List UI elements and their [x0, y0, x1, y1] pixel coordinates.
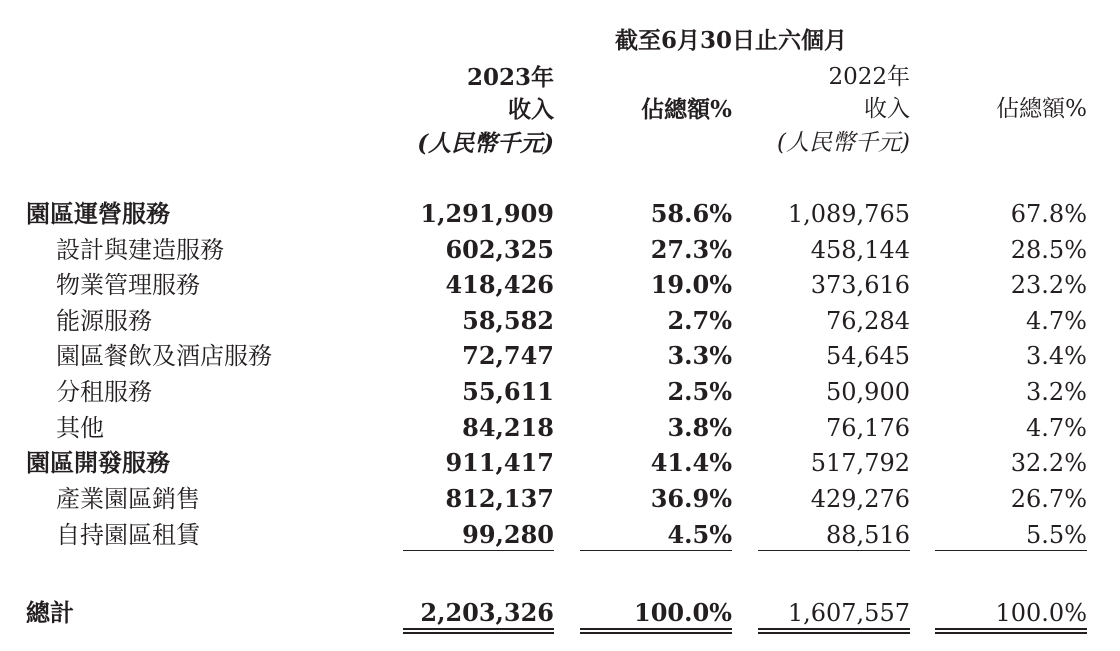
row-value-2023: 911,417 — [445, 448, 554, 477]
row-share-2022: 4.7% — [1026, 414, 1087, 442]
row-value-2022: 458,144 — [810, 236, 910, 264]
row-label: 能源服務 — [56, 307, 152, 335]
total-double-rule-2022 — [758, 628, 910, 634]
row-share-2023: 2.7% — [667, 306, 732, 335]
row-value-2022: 373,616 — [810, 271, 910, 299]
subtotal-rule-share-2023 — [580, 550, 732, 551]
year-2023-header: 2023年 — [466, 64, 554, 91]
share-2022-header: 佔總額% — [996, 96, 1087, 122]
subtotal-rule-2023 — [403, 550, 554, 551]
row-label: 物業管理服務 — [56, 271, 200, 299]
year-2022-header: 2022年 — [828, 64, 910, 90]
row-value-2022: 429,276 — [810, 485, 910, 513]
row-value-2023: 55,611 — [462, 377, 554, 406]
row-value-2022: 54,645 — [826, 342, 910, 370]
subtotal-rule-2022 — [758, 550, 910, 551]
row-share-2023: 4.5% — [667, 520, 732, 549]
row-share-2022: 26.7% — [1010, 485, 1087, 513]
total-value-2023: 2,203,326 — [420, 598, 554, 627]
row-share-2023: 41.4% — [650, 448, 732, 477]
row-label: 自持園區租賃 — [56, 521, 200, 549]
row-value-2023: 418,426 — [445, 270, 554, 299]
unit-2022-header: (人民幣千元) — [777, 130, 910, 156]
row-value-2023: 99,280 — [462, 520, 554, 549]
row-value-2022: 76,176 — [826, 414, 910, 442]
row-label: 園區開發服務 — [26, 448, 170, 477]
row-label: 分租服務 — [56, 378, 152, 406]
row-label: 園區餐飲及酒店服務 — [56, 342, 272, 370]
row-value-2023: 602,325 — [445, 235, 554, 264]
total-label: 總計 — [26, 598, 74, 627]
row-value-2022: 50,900 — [826, 378, 910, 406]
row-value-2022: 1,089,765 — [787, 200, 910, 228]
row-share-2023: 3.3% — [667, 341, 732, 370]
period-header: 截至6月30日止六個月 — [615, 27, 848, 54]
unit-2023-header: (人民幣千元) — [417, 130, 554, 157]
total-share-2023: 100.0% — [634, 598, 732, 627]
row-share-2022: 3.4% — [1026, 342, 1087, 370]
total-share-2022: 100.0% — [995, 599, 1087, 627]
total-double-rule-share-2023 — [580, 628, 732, 634]
row-share-2022: 67.8% — [1010, 200, 1087, 228]
row-share-2022: 28.5% — [1010, 236, 1087, 264]
row-share-2023: 27.3% — [650, 235, 732, 264]
revenue-2022-header: 收入 — [864, 96, 910, 122]
row-label: 設計與建造服務 — [56, 236, 224, 264]
row-label: 園區運營服務 — [26, 199, 170, 228]
total-double-rule-share-2022 — [935, 628, 1087, 634]
share-2023-header: 佔總額% — [641, 96, 732, 123]
row-share-2023: 19.0% — [650, 270, 732, 299]
row-label: 產業園區銷售 — [56, 485, 200, 513]
row-value-2022: 76,284 — [826, 307, 910, 335]
row-share-2022: 32.2% — [1010, 449, 1087, 477]
row-value-2023: 1,291,909 — [420, 199, 554, 228]
row-value-2023: 72,747 — [462, 341, 554, 370]
row-value-2023: 812,137 — [445, 484, 554, 513]
row-share-2023: 58.6% — [650, 199, 732, 228]
total-value-2022: 1,607,557 — [787, 599, 910, 627]
row-share-2022: 3.2% — [1026, 378, 1087, 406]
row-share-2023: 3.8% — [667, 413, 732, 442]
total-double-rule-2023 — [403, 628, 554, 634]
row-value-2022: 517,792 — [810, 449, 910, 477]
subtotal-rule-share-2022 — [935, 550, 1087, 551]
row-value-2023: 58,582 — [462, 306, 554, 335]
row-value-2022: 88,516 — [826, 521, 910, 549]
revenue-2023-header: 收入 — [508, 96, 554, 123]
row-share-2022: 23.2% — [1010, 271, 1087, 299]
row-share-2022: 4.7% — [1026, 307, 1087, 335]
row-value-2023: 84,218 — [462, 413, 554, 442]
row-label: 其他 — [56, 414, 104, 442]
row-share-2023: 2.5% — [667, 377, 732, 406]
row-share-2022: 5.5% — [1026, 521, 1087, 549]
row-share-2023: 36.9% — [650, 484, 732, 513]
